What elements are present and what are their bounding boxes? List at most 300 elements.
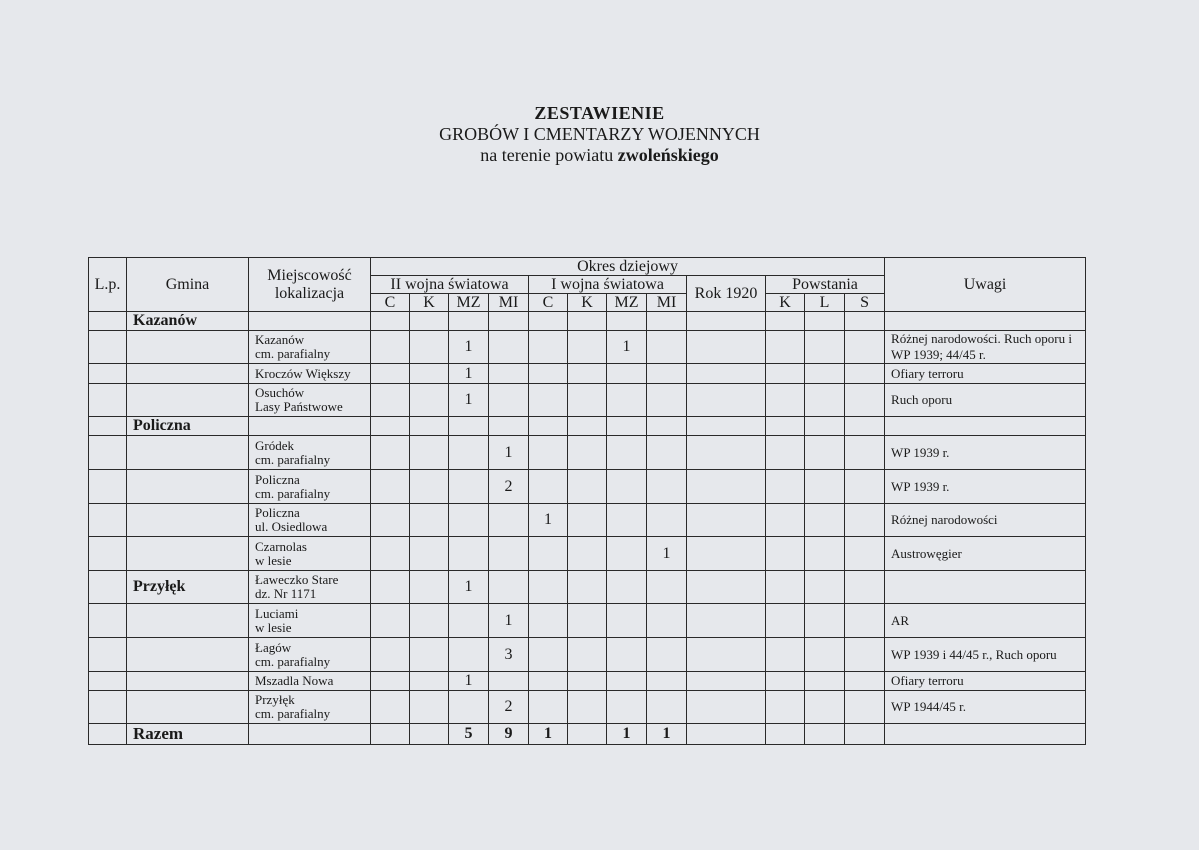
table-row	[89, 672, 1086, 691]
cell-miejscowosc	[249, 417, 371, 436]
document-subtitle: GROBÓW I CMENTARZY WOJENNYCH	[439, 124, 760, 144]
total-uwagi	[885, 724, 1086, 745]
cell-mi1	[647, 417, 687, 436]
cell-miejscowosc	[249, 436, 371, 470]
header-gmina: Gmina	[127, 258, 249, 312]
cell-ps	[845, 331, 885, 364]
cell-mz2	[449, 691, 489, 724]
cell-miejscowosc	[249, 470, 371, 504]
cell-c1	[529, 364, 568, 384]
total-row	[89, 724, 1086, 745]
cell-ps	[845, 470, 885, 504]
cell-gmina	[127, 436, 249, 470]
cell-mi1	[647, 364, 687, 384]
cell-lp	[89, 436, 127, 470]
cell-ps	[845, 504, 885, 537]
cell-r1920	[687, 331, 766, 364]
cell-c2	[371, 504, 410, 537]
cell-pl	[805, 537, 845, 571]
cell-gmina: Przyłęk	[127, 571, 249, 604]
cell-pl	[805, 571, 845, 604]
cell-lp	[89, 312, 127, 331]
header-ww1-mi: MI	[647, 294, 687, 312]
cell-pk	[766, 417, 805, 436]
cell-uwagi	[885, 312, 1086, 331]
cell-pl	[805, 364, 845, 384]
cell-c1	[529, 312, 568, 331]
cell-pk	[766, 537, 805, 571]
header-lp: L.p.	[89, 258, 127, 312]
cell-k1	[568, 537, 607, 571]
cell-uwagi	[885, 417, 1086, 436]
cell-k2	[410, 364, 449, 384]
location-line-2: cm. parafialny	[255, 653, 331, 669]
cell-ps	[845, 364, 885, 384]
location-line-2: Lasy Państwowe	[255, 399, 343, 414]
table-row	[89, 436, 1086, 470]
cell-r1920	[687, 364, 766, 384]
document-region-line	[0, 145, 1199, 166]
header-powstania: Powstania	[766, 276, 885, 294]
cell-k1	[568, 571, 607, 604]
cell-ps	[845, 691, 885, 724]
location-line-1: Łagów	[255, 639, 292, 655]
cell-miejscowosc	[249, 312, 371, 331]
cell-k2	[410, 417, 449, 436]
cell-pk	[766, 331, 805, 364]
table-row	[89, 470, 1086, 504]
cell-mi1	[647, 312, 687, 331]
cell-lp	[89, 537, 127, 571]
cell-k2	[410, 436, 449, 470]
cell-k1	[568, 604, 607, 638]
location-line-1: Ławeczko Stare	[255, 572, 339, 587]
cell-mi1	[647, 672, 687, 691]
cell-r1920	[687, 571, 766, 604]
cell-mi1	[647, 691, 687, 724]
cell-pl	[805, 417, 845, 436]
cell-r1920	[687, 384, 766, 417]
cell-pl	[805, 470, 845, 504]
cell-gmina	[127, 470, 249, 504]
header-ww1-k: K	[568, 294, 607, 312]
cell-mz2	[449, 537, 489, 571]
cell-mz2	[449, 417, 489, 436]
cell-pl	[805, 691, 845, 724]
cell-mz2: 1	[449, 571, 489, 604]
cell-mi2	[489, 384, 529, 417]
cell-gmina	[127, 672, 249, 691]
cell-mi2: 1	[489, 604, 529, 638]
cell-gmina	[127, 384, 249, 417]
cell-gmina	[127, 364, 249, 384]
cell-r1920	[687, 312, 766, 331]
table-row	[89, 384, 1086, 417]
cell-gmina	[127, 604, 249, 638]
cell-uwagi: AR	[885, 604, 1086, 638]
location-line-1: Przyłęk	[255, 692, 295, 707]
cell-c1	[529, 571, 568, 604]
cell-mz1	[607, 691, 647, 724]
cell-pk	[766, 604, 805, 638]
cell-k2	[410, 571, 449, 604]
cell-k1	[568, 384, 607, 417]
cell-uwagi	[885, 571, 1086, 604]
cell-pl	[805, 331, 845, 364]
cell-ps	[845, 604, 885, 638]
cell-k1	[568, 672, 607, 691]
cell-mz1	[607, 504, 647, 537]
location-line-1: Policzna	[255, 471, 300, 487]
cell-miejscowosc	[249, 691, 371, 724]
cell-mz2: 1	[449, 331, 489, 364]
cell-c1	[529, 691, 568, 724]
cell-pl	[805, 604, 845, 638]
cell-k1	[568, 638, 607, 672]
cell-miejscowosc	[249, 571, 371, 604]
cell-k2	[410, 470, 449, 504]
cell-lp	[89, 604, 127, 638]
cell-pk	[766, 504, 805, 537]
cell-mz1	[607, 604, 647, 638]
cell-k2	[410, 604, 449, 638]
header-okres-dziejowy: Okres dziejowy	[371, 258, 885, 276]
cell-uwagi: WP 1939 r.	[885, 436, 1086, 470]
cell-r1920	[687, 504, 766, 537]
cell-mi2: 2	[489, 691, 529, 724]
location-line-1: Luciami	[255, 605, 299, 621]
cell-k2	[410, 691, 449, 724]
cell-pk	[766, 571, 805, 604]
cell-ps	[845, 638, 885, 672]
total-c2	[371, 724, 410, 745]
cell-lp	[89, 417, 127, 436]
cell-c2	[371, 470, 410, 504]
cell-gmina	[127, 331, 249, 364]
cell-mz2	[449, 504, 489, 537]
cell-ps	[845, 312, 885, 331]
cell-mi2	[489, 417, 529, 436]
cell-c2	[371, 537, 410, 571]
cell-pk	[766, 638, 805, 672]
cell-r1920	[687, 470, 766, 504]
location-line-1: Kroczów Większy	[255, 365, 351, 381]
cell-c2	[371, 691, 410, 724]
cell-lp	[89, 504, 127, 537]
region-prefix: na terenie powiatu	[480, 145, 614, 165]
cell-mz1	[607, 638, 647, 672]
cell-mz2: 1	[449, 364, 489, 384]
cell-c1	[529, 417, 568, 436]
cell-miejscowosc	[249, 724, 371, 745]
cell-uwagi: Różnej narodowości	[885, 504, 1086, 537]
cell-r1920	[687, 537, 766, 571]
cell-k2	[410, 384, 449, 417]
total-pl	[805, 724, 845, 745]
cell-k2	[410, 331, 449, 364]
cell-miejscowosc	[249, 364, 371, 384]
header-ww1: I wojna światowa	[529, 276, 687, 294]
cell-k1	[568, 470, 607, 504]
location-line-2: cm. parafialny	[255, 706, 331, 721]
cell-lp	[89, 724, 127, 745]
cell-mi1	[647, 436, 687, 470]
table-row	[89, 504, 1086, 537]
cell-r1920	[687, 672, 766, 691]
total-pk	[766, 724, 805, 745]
cell-mz1	[607, 436, 647, 470]
cell-miejscowosc	[249, 504, 371, 537]
cell-ps	[845, 417, 885, 436]
header-pow-l: L	[805, 294, 845, 312]
header-ww2-c: C	[371, 294, 410, 312]
cell-miejscowosc	[249, 537, 371, 571]
cell-k1	[568, 417, 607, 436]
cell-c1	[529, 331, 568, 364]
cell-c2	[371, 312, 410, 331]
cell-c1	[529, 672, 568, 691]
cell-mz2	[449, 604, 489, 638]
cell-c1	[529, 470, 568, 504]
cell-mi2: 2	[489, 470, 529, 504]
cell-pl	[805, 384, 845, 417]
cell-pk	[766, 470, 805, 504]
cell-lp	[89, 691, 127, 724]
cell-mz1	[607, 312, 647, 331]
cell-pk	[766, 691, 805, 724]
cell-lp	[89, 364, 127, 384]
cell-c2	[371, 571, 410, 604]
cell-c2	[371, 672, 410, 691]
document-title: ZESTAWIENIE	[534, 103, 665, 123]
cell-mi2	[489, 312, 529, 331]
cell-pk	[766, 312, 805, 331]
cell-uwagi: WP 1939 r.	[885, 470, 1086, 504]
total-label: Razem	[127, 724, 249, 745]
cell-uwagi: Różnej narodowości. Ruch oporu i WP 1939; 44/45 r.	[885, 331, 1086, 364]
cell-c2	[371, 417, 410, 436]
cell-c2	[371, 364, 410, 384]
cell-r1920	[687, 638, 766, 672]
cell-r1920	[687, 691, 766, 724]
cell-k2	[410, 504, 449, 537]
cell-gmina	[127, 691, 249, 724]
cell-gmina	[127, 638, 249, 672]
cell-mi2	[489, 571, 529, 604]
total-mi1: 1	[647, 724, 687, 745]
location-line-2: w lesie	[255, 552, 292, 568]
total-k2	[410, 724, 449, 745]
cell-uwagi: Ruch oporu	[885, 384, 1086, 417]
table-body	[89, 312, 1086, 745]
cell-mi1	[647, 384, 687, 417]
header-pow-s: S	[845, 294, 885, 312]
cell-k1	[568, 691, 607, 724]
cell-ps	[845, 672, 885, 691]
cell-mi1	[647, 571, 687, 604]
cell-mi1: 1	[647, 537, 687, 571]
cell-c2	[371, 436, 410, 470]
header-ww2-mi: MI	[489, 294, 529, 312]
cell-lp	[89, 672, 127, 691]
cell-c2	[371, 331, 410, 364]
cell-mz1	[607, 384, 647, 417]
total-r1920	[687, 724, 766, 745]
header-ww1-mz: MZ	[607, 294, 647, 312]
cell-lp	[89, 571, 127, 604]
cell-mi2: 1	[489, 436, 529, 470]
cell-pl	[805, 672, 845, 691]
cell-mi2	[489, 364, 529, 384]
cell-pk	[766, 384, 805, 417]
cell-mi2	[489, 672, 529, 691]
table-row	[89, 691, 1086, 724]
cell-r1920	[687, 417, 766, 436]
cell-pl	[805, 638, 845, 672]
cell-pl	[805, 312, 845, 331]
cell-k1	[568, 504, 607, 537]
cell-c2	[371, 604, 410, 638]
cell-miejscowosc	[249, 604, 371, 638]
cell-miejscowosc	[249, 331, 371, 364]
table-row	[89, 417, 1086, 436]
cell-r1920	[687, 436, 766, 470]
location-line-1: Osuchów	[255, 385, 305, 400]
cell-lp	[89, 470, 127, 504]
cell-uwagi: WP 1944/45 r.	[885, 691, 1086, 724]
cell-pk	[766, 672, 805, 691]
cell-mz1	[607, 364, 647, 384]
cell-mi1	[647, 470, 687, 504]
cell-mz2	[449, 436, 489, 470]
cell-mz2	[449, 312, 489, 331]
cell-lp	[89, 331, 127, 364]
location-line-2: w lesie	[255, 619, 292, 635]
cell-mi2	[489, 537, 529, 571]
header-miejscowosc: Miejscowość lokalizacja	[249, 258, 371, 312]
location-line-1: Czarnolas	[255, 538, 307, 554]
table-row	[89, 312, 1086, 331]
cell-k1	[568, 331, 607, 364]
cell-lp	[89, 638, 127, 672]
table-row	[89, 571, 1086, 604]
total-mz1: 1	[607, 724, 647, 745]
cell-c1	[529, 638, 568, 672]
cell-miejscowosc	[249, 384, 371, 417]
header-uwagi: Uwagi	[885, 258, 1086, 312]
cell-mz1	[607, 672, 647, 691]
cell-mz1	[607, 537, 647, 571]
cell-uwagi: Austrowęgier	[885, 537, 1086, 571]
cell-ps	[845, 436, 885, 470]
cell-miejscowosc	[249, 638, 371, 672]
cell-pl	[805, 436, 845, 470]
location-line-1: Kazanów	[255, 332, 305, 347]
cell-mi1	[647, 604, 687, 638]
cell-pk	[766, 436, 805, 470]
cell-c1	[529, 604, 568, 638]
cell-miejscowosc	[249, 672, 371, 691]
cell-k1	[568, 312, 607, 331]
cell-mz2: 1	[449, 384, 489, 417]
cell-mz1	[607, 571, 647, 604]
cell-ps	[845, 537, 885, 571]
cell-c2	[371, 638, 410, 672]
graves-table	[88, 257, 1086, 745]
location-line-2: cm. parafialny	[255, 485, 331, 501]
cell-gmina	[127, 537, 249, 571]
cell-mz1: 1	[607, 331, 647, 364]
location-line-2: cm. parafialny	[255, 451, 331, 467]
cell-mi1	[647, 504, 687, 537]
header-rok-1920: Rok 1920	[687, 276, 766, 312]
cell-k2	[410, 638, 449, 672]
total-ps	[845, 724, 885, 745]
cell-lp	[89, 384, 127, 417]
cell-k1	[568, 436, 607, 470]
cell-gmina: Kazanów	[127, 312, 249, 331]
total-c1: 1	[529, 724, 568, 745]
cell-c2	[371, 384, 410, 417]
cell-mi1	[647, 638, 687, 672]
cell-k1	[568, 364, 607, 384]
table-row	[89, 364, 1086, 384]
cell-mi2	[489, 504, 529, 537]
location-line-1: Gródek	[255, 437, 294, 453]
header-pow-k: K	[766, 294, 805, 312]
location-line-2: ul. Osiedlowa	[255, 519, 328, 534]
header-ww1-c: C	[529, 294, 568, 312]
header-ww2-mz: MZ	[449, 294, 489, 312]
cell-pl	[805, 504, 845, 537]
table-row	[89, 638, 1086, 672]
cell-mz1	[607, 470, 647, 504]
cell-ps	[845, 571, 885, 604]
cell-mz1	[607, 417, 647, 436]
cell-c1	[529, 384, 568, 417]
region-name: zwoleńskiego	[617, 145, 719, 165]
cell-mz2	[449, 638, 489, 672]
cell-uwagi: Ofiary terroru	[885, 672, 1086, 691]
cell-mi1	[647, 331, 687, 364]
table-row	[89, 331, 1086, 364]
cell-k2	[410, 312, 449, 331]
cell-c1	[529, 537, 568, 571]
location-line-2: dz. Nr 1171	[255, 586, 317, 601]
cell-c1	[529, 436, 568, 470]
cell-mi2: 3	[489, 638, 529, 672]
header-ww2: II wojna światowa	[371, 276, 529, 294]
table-row	[89, 537, 1086, 571]
cell-r1920	[687, 604, 766, 638]
cell-gmina: Policzna	[127, 417, 249, 436]
location-line-2: cm. parafialny	[255, 346, 331, 361]
table-row	[89, 604, 1086, 638]
cell-mi2	[489, 331, 529, 364]
total-k1	[568, 724, 607, 745]
header-ww2-k: K	[410, 294, 449, 312]
cell-k2	[410, 537, 449, 571]
cell-uwagi: WP 1939 i 44/45 r., Ruch oporu	[885, 638, 1086, 672]
cell-k2	[410, 672, 449, 691]
cell-ps	[845, 384, 885, 417]
cell-mz2: 1	[449, 672, 489, 691]
cell-c1: 1	[529, 504, 568, 537]
total-mz2: 5	[449, 724, 489, 745]
location-line-1: Mszadla Nowa	[255, 673, 334, 688]
cell-uwagi: Ofiary terroru	[885, 364, 1086, 384]
cell-pk	[766, 364, 805, 384]
